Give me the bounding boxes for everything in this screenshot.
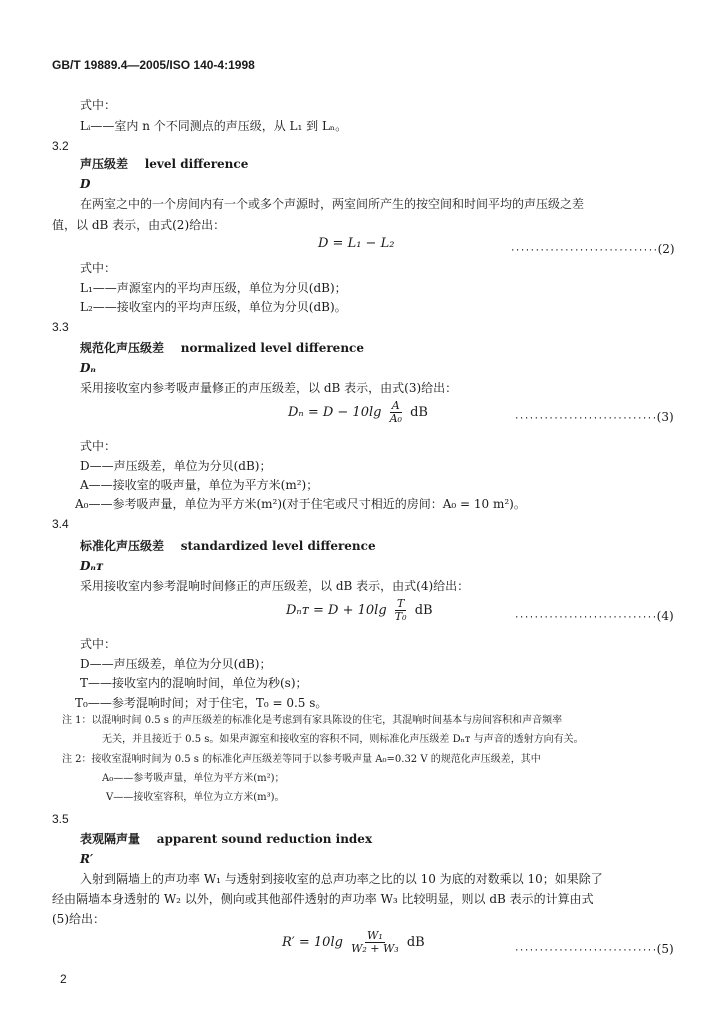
- term-heading-3-2: [80, 156, 248, 172]
- definition-t0: T₀——参考混响时间；对于住宅，T₀ = 0.5 s。: [75, 696, 328, 710]
- definition-a: A——接收室的吸声量，单位为平方米(m²)；: [80, 478, 319, 492]
- term-heading-3-3: [80, 340, 364, 356]
- fraction-numerator: T: [397, 597, 405, 610]
- equation-number-5: (5): [656, 942, 674, 956]
- body-3-3: 采用接收室内参考吸声量修正的声压级差，以 dB 表示，由式(3)给出：: [80, 381, 458, 395]
- where-label-3-2: 式中：: [80, 261, 117, 275]
- note-2-line2: A₀——参考吸声量，单位为平方米(m²)；: [102, 773, 285, 784]
- definition-d: D——声压级差，单位为分贝(dB)；: [80, 459, 272, 473]
- term-en: level difference: [144, 157, 249, 171]
- body-3-5-line1: 入射到隔墙上的声功率 W₁ 与透射到接收室的总声功率之比的以 10 为底的对数乘以 10；如果除了: [80, 872, 603, 886]
- term-cn: 表观隔声量: [80, 832, 141, 846]
- fraction-denominator: T₀: [394, 610, 407, 623]
- term-cn: 规范化声压级差: [80, 341, 165, 355]
- fraction-numerator: A: [391, 399, 400, 412]
- term-heading-3-5: [80, 831, 372, 847]
- equation-unit: dB: [414, 603, 433, 618]
- body-3-2-line1: 在两室之中的一个房间内有一个或多个声源时，两室间所产生的按空间和时间平均的声压级之差: [80, 197, 585, 211]
- note-1-line1: 注 1：以混响时间 0.5 s 的声压级差的标准化是考虑到有家具陈设的住宅，其混响时间基本与房间容积和声音频率: [62, 715, 563, 726]
- equation-5-leader: ·····························(5): [514, 942, 674, 956]
- section-number-3-4: 3.4: [52, 517, 69, 531]
- equation-2: D = L₁ − L₂: [318, 236, 395, 251]
- definition-t: T——接收室内的混响时间，单位为秒(s)；: [80, 676, 308, 690]
- definition-li: Lᵢ——室内 n 个不同测点的声压级，从 L₁ 到 Lₙ。: [80, 119, 348, 133]
- term-en: normalized level difference: [180, 341, 364, 355]
- term-cn: 标准化声压级差: [80, 539, 165, 553]
- note-2-line1: 注 2：接收室混响时间为 0.5 s 的标准化声压级差等同于以参考吸声量 A₀=0.32 V 的规范化声压级差，其中: [62, 754, 541, 765]
- equation-3-left: Dₙ = D − 10lg: [288, 405, 382, 420]
- equation-4-leader: ·····························(4): [514, 609, 674, 623]
- body-3-2-line2: 值，以 dB 表示，由式(2)给出：: [52, 218, 226, 232]
- fraction-numerator: W₁: [367, 929, 383, 942]
- document-header: GB/T 19889.4—2005/ISO 140-4:1998: [52, 58, 255, 72]
- term-en: apparent sound reduction index: [156, 832, 373, 846]
- where-label-3-3: 式中：: [80, 439, 117, 453]
- where-label: 式中：: [80, 98, 117, 112]
- term-en: standardized level difference: [180, 539, 376, 553]
- definition-l1: L₁——声源室内的平均声压级，单位为分贝(dB)；: [80, 281, 347, 295]
- term-symbol-3-2: D: [80, 177, 91, 191]
- section-number-3-3: 3.3: [52, 320, 69, 334]
- page-number: 2: [60, 972, 67, 986]
- note-1-line2: 无关，并且接近于 0.5 s。如果声源室和接收室的容积不同，则标准化声压级差 Dₙᴛ 与声音的透射方向有关。: [102, 734, 584, 745]
- equation-unit: dB: [406, 935, 425, 950]
- equation-3-leader: ·····························(3): [514, 410, 674, 424]
- fraction-denominator: W₂ + W₃: [351, 942, 399, 955]
- term-symbol-3-4: Dₙᴛ: [80, 559, 104, 573]
- definition-l2: L₂——接收室内的平均声压级，单位为分贝(dB)。: [80, 300, 347, 314]
- body-3-4: 采用接收室内参考混响时间修正的声压级差，以 dB 表示，由式(4)给出：: [80, 579, 470, 593]
- equation-number-3: (3): [656, 410, 674, 424]
- term-symbol-3-5: R′: [80, 852, 94, 866]
- section-number-3-5: 3.5: [52, 812, 69, 826]
- equation-4-left: Dₙᴛ = D + 10lg: [286, 603, 387, 618]
- definition-a0: A₀——参考吸声量，单位为平方米(m²)(对于住宅或尺寸相近的房间：A₀ = 10 m²)。: [75, 497, 526, 511]
- body-3-5-line2: 经由隔墙本身透射的 W₂ 以外，侧向或其他部件透射的声功率 W₃ 比较明显，则以 dB 表示的计算由式: [52, 892, 594, 906]
- equation-3: [288, 400, 428, 425]
- fraction-denominator: A₀: [389, 412, 402, 425]
- equation-4: [286, 598, 433, 623]
- equation-number-4: (4): [656, 609, 674, 623]
- equation-5-left: R′ = 10lg: [282, 935, 343, 950]
- where-label-3-4: 式中：: [80, 637, 117, 651]
- section-number-3-2: 3.2: [52, 139, 69, 153]
- body-3-5-line3: (5)给出：: [52, 912, 105, 926]
- definition-d: D——声压级差，单位为分贝(dB)；: [80, 657, 272, 671]
- term-heading-3-4: [80, 538, 376, 554]
- equation-unit: dB: [410, 405, 428, 420]
- note-2-line3: V——接收室容积，单位为立方米(m³)。: [106, 792, 285, 803]
- equation-5: [282, 930, 425, 955]
- equation-2-leader: ······························(2): [510, 242, 675, 256]
- term-cn: 声压级差: [80, 157, 129, 171]
- equation-number-2: (2): [657, 242, 675, 256]
- term-symbol-3-3: Dₙ: [80, 361, 96, 375]
